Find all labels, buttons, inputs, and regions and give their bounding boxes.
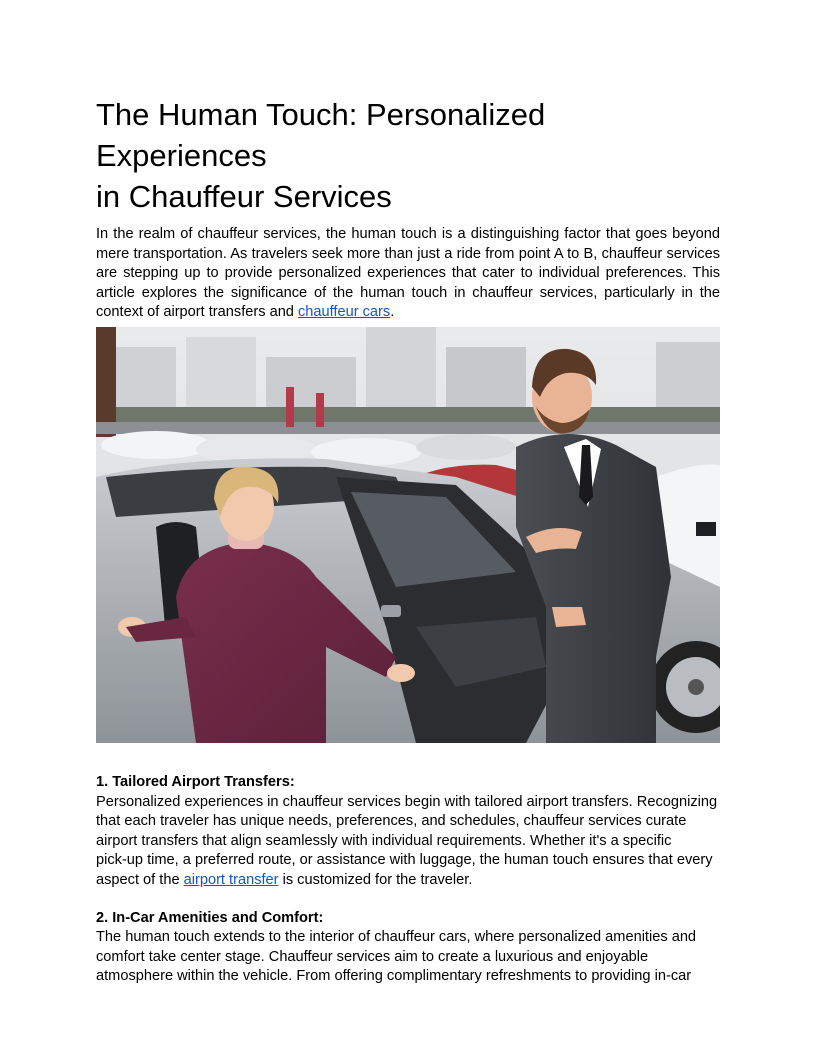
intro-paragraph — [96, 225, 720, 323]
section-1-heading: 1. Tailored Airport Transfers: — [96, 773, 295, 790]
section-1-line-2: that each traveler has unique needs, preferences, and schedules, chauffeur services curate — [96, 813, 687, 830]
section-1-line-5: aspect of the — [96, 871, 184, 888]
section-1-line-3: airport transfers that align seamlessly with individual requirements. Whether it's a specific — [96, 832, 672, 849]
intro-text: In the realm of chauffeur services, the human touch is a distinguishing factor that goes beyond mere transportation. As travelers seek more than just a ride from point A to B, chauffeur services are stepping up to provide personalized experiences that cater to individual preferences. This article explores the significance of the human touch in chauffeur services, particularly in the context of airport transfers and — [96, 226, 720, 321]
article-title — [96, 94, 720, 217]
section-2-heading: 2. In-Car Amenities and Comfort: — [96, 909, 324, 926]
document-content — [96, 94, 720, 987]
chauffeur-cars-link[interactable]: chauffeur cars — [297, 304, 391, 321]
article-title-line-1: The Human Touch: Personalized Experiences — [96, 97, 546, 173]
intro-text-end: . — [390, 304, 395, 321]
chauffeur-service-photo — [96, 327, 720, 743]
airport-transfer-link[interactable]: airport transfer — [183, 871, 279, 888]
section-2-line-3: atmosphere within the vehicle. From offering complimentary refreshments to providing in-car — [96, 968, 692, 985]
section-2-line-2: comfort take center stage. Chauffeur services aim to create a luxurious and enjoyable — [96, 948, 649, 965]
section-1-paragraph — [96, 793, 720, 891]
section-1-line-1: Personalized experiences in chauffeur services begin with tailored airport transfers. Recognizing — [96, 793, 718, 810]
section-2-line-1: The human touch extends to the interior of chauffeur cars, where personalized amenities and — [96, 929, 697, 946]
article-title-line-2: in Chauffeur Services — [96, 179, 392, 214]
section-2-paragraph — [96, 928, 720, 987]
section-1-line-5-end: is customized for the traveler. — [278, 871, 473, 888]
section-1-line-4: pick-up time, a preferred route, or assistance with luggage, the human touch ensures that every — [96, 852, 713, 869]
